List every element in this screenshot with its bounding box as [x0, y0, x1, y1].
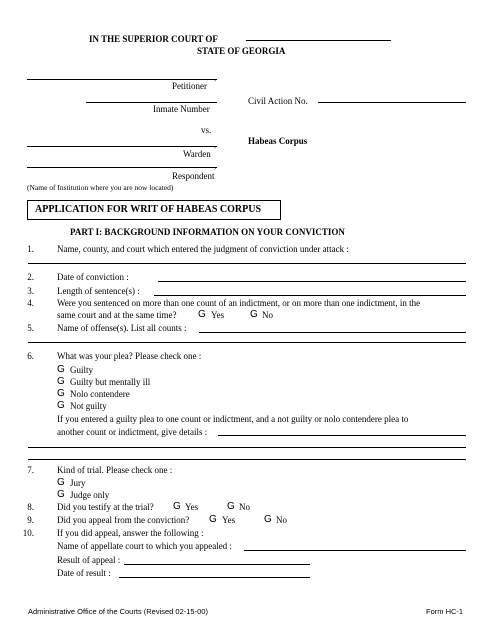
footer-form-number: Form HC-1 — [426, 607, 464, 616]
q9-no-checkbox[interactable]: G — [264, 514, 272, 525]
q6-followup-text-continued: another count or indictment, give details : — [57, 427, 208, 437]
part1-heading: PART I: BACKGROUND INFORMATION ON YOUR CONVICTION — [70, 227, 345, 237]
comma-mark: , — [214, 160, 217, 170]
versus-label: vs. — [201, 125, 212, 135]
q10-number: 10. — [22, 528, 34, 538]
q4-text: Were you sentenced on more than one count of an indictment, or on more than one indictment, in the — [57, 298, 421, 308]
q9-yes-checkbox[interactable]: G — [209, 514, 217, 525]
q3-number: 3. — [27, 286, 34, 296]
q1-text: Name, county, and court which entered the judgment of conviction under attack : — [57, 244, 349, 254]
court-name-field[interactable] — [246, 40, 391, 41]
q4-yes-checkbox[interactable]: G — [198, 309, 206, 320]
civil-action-label: Civil Action No. — [248, 96, 308, 106]
q2-answer-field[interactable] — [158, 281, 466, 282]
q1-answer-field[interactable] — [28, 263, 466, 264]
q8-no-label: No — [239, 502, 250, 512]
q6-nolo-contendere-label: Nolo contendere — [70, 389, 130, 399]
q9-no-label: No — [276, 515, 287, 525]
q3-text: Length of sentence(s) : — [57, 286, 140, 296]
q9-yes-label: Yes — [222, 515, 236, 525]
q6-not-guilty-checkbox[interactable]: G — [57, 400, 65, 411]
q10-date-label: Date of result : — [57, 568, 111, 578]
q6-guilty-checkbox[interactable]: G — [57, 364, 65, 375]
q4-no-label: No — [262, 310, 273, 320]
q8-yes-checkbox[interactable]: G — [173, 501, 181, 512]
form-title: APPLICATION FOR WRIT OF HABEAS CORPUS — [35, 204, 262, 215]
q6-number: 6. — [27, 351, 34, 361]
q6-guilty-mentally-ill-checkbox[interactable]: G — [57, 376, 65, 387]
respondent-name-field[interactable] — [27, 167, 217, 168]
q7-text: Kind of trial. Please check one : — [57, 465, 173, 475]
q7-jury-label: Jury — [70, 478, 86, 488]
q10-result-field[interactable] — [124, 564, 310, 565]
petitioner-name-field[interactable] — [27, 79, 217, 80]
habeas-corpus-label: Habeas Corpus — [248, 136, 308, 146]
q10-date-field[interactable] — [119, 577, 310, 578]
q8-number: 8. — [27, 502, 34, 512]
inmate-number-label: Inmate Number — [153, 104, 210, 114]
q5-text: Name of offense(s). List all counts : — [57, 323, 187, 333]
q9-text: Did you appeal from the conviction? — [57, 515, 190, 525]
q6-guilty-label: Guilty — [70, 365, 94, 375]
inmate-number-field[interactable] — [86, 102, 217, 103]
q6-followup-text: If you entered a guilty plea to one count or indictment, and a not guilty or nolo contendere plea to — [57, 414, 409, 424]
q2-number: 2. — [27, 272, 34, 282]
q10-result-label: Result of appeal : — [57, 555, 121, 565]
q6-guilty-mentally-ill-label: Guilty but mentally ill — [70, 377, 151, 387]
q6-text: What was your plea? Please check one : — [57, 351, 202, 361]
q9-number: 9. — [27, 515, 34, 525]
institution-note: (Name of Institution where you are now located) — [27, 183, 174, 192]
q4-yes-label: Yes — [211, 310, 225, 320]
footer-office: Administrative Office of the Courts (Revised 02-15-00) — [28, 607, 208, 616]
court-heading: IN THE SUPERIOR COURT OF — [89, 34, 218, 44]
q6-details-field[interactable] — [218, 435, 466, 436]
q10-appellate-court-label: Name of appellate court to which you appealed : — [57, 541, 232, 551]
petitioner-label: Petitioner — [172, 81, 207, 91]
comma-mark: , — [214, 139, 217, 149]
civil-action-field[interactable] — [318, 102, 466, 103]
q3-answer-field[interactable] — [154, 295, 466, 296]
q2-text: Date of conviction : — [57, 272, 129, 282]
q7-judge-only-label: Judge only — [70, 490, 110, 500]
state-heading: STATE OF GEORGIA — [197, 46, 286, 56]
q1-number: 1. — [27, 244, 34, 254]
q8-yes-label: Yes — [185, 502, 199, 512]
q10-text: If you did appeal, answer the following : — [57, 528, 204, 538]
q6-not-guilty-label: Not guilty — [70, 401, 107, 411]
respondent-label: Respondent — [172, 171, 215, 181]
q4-number: 4. — [27, 298, 34, 308]
q5-answer-field[interactable] — [199, 332, 466, 333]
q4-no-checkbox[interactable]: G — [250, 309, 258, 320]
q6-nolo-contendere-checkbox[interactable]: G — [57, 388, 65, 399]
q7-jury-checkbox[interactable]: G — [57, 477, 65, 488]
q6-details-field-3[interactable] — [28, 459, 466, 460]
q7-number: 7. — [27, 465, 34, 475]
q7-judge-only-checkbox[interactable]: G — [57, 489, 65, 500]
q8-text: Did you testify at the trial? — [57, 502, 154, 512]
q8-no-checkbox[interactable]: G — [227, 501, 235, 512]
warden-name-field[interactable] — [27, 146, 217, 147]
warden-label: Warden — [183, 149, 211, 159]
q5-number: 5. — [27, 323, 34, 333]
comma-mark: , — [214, 72, 217, 82]
q5-answer-field-2[interactable] — [28, 342, 466, 343]
q10-appellate-court-field[interactable] — [244, 550, 466, 551]
q6-details-field-2[interactable] — [28, 447, 466, 448]
q4-text-continued: same court and at the same time? — [57, 310, 177, 320]
